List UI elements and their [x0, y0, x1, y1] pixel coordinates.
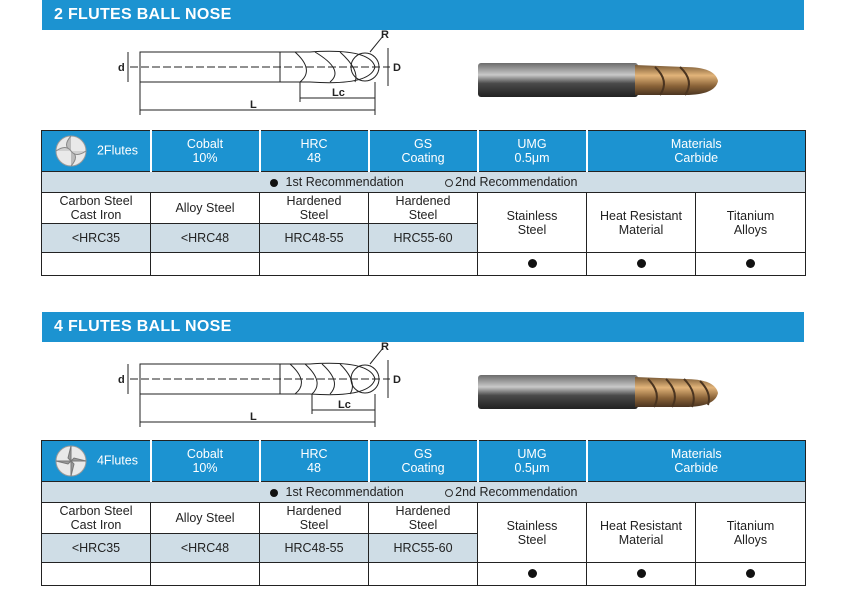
first-recommendation-dot-icon — [637, 259, 646, 268]
material-name: Hardened Steel — [369, 193, 478, 224]
dim-L-label: L — [250, 99, 257, 111]
dim-L-label: L — [250, 411, 257, 423]
first-recommendation-label: 1st Recommendation — [285, 175, 404, 189]
umg-header: UMG 0.5μm — [478, 441, 587, 482]
cobalt-header: Cobalt 10% — [151, 131, 260, 172]
first-recommendation-dot-icon — [746, 259, 755, 268]
hrc-range: <HRC48 — [151, 534, 260, 563]
hrc-range: <HRC48 — [151, 224, 260, 253]
materials-header: Materials Carbide — [587, 441, 806, 482]
tool-photo — [470, 45, 730, 115]
hrc-range: <HRC35 — [42, 534, 151, 563]
hrc-range: HRC55-60 — [369, 534, 478, 563]
section-4-flutes — [0, 312, 850, 612]
coating-header: GS Coating — [369, 441, 478, 482]
dim-Lc-label: Lc — [332, 87, 345, 99]
mark-cell — [369, 563, 478, 586]
recommendation-legend — [42, 482, 806, 503]
tool-dimension-drawing — [100, 30, 420, 120]
mark-cell — [369, 253, 478, 276]
2-flute-cross-section-icon — [54, 134, 88, 168]
material-name: Alloy Steel — [151, 503, 260, 534]
mark-cell — [587, 563, 696, 586]
first-recommendation-label: 1st Recommendation — [285, 485, 404, 499]
material-name: Hardened Steel — [260, 193, 369, 224]
flutes-cell — [42, 441, 151, 482]
hrc-header: HRC 48 — [260, 441, 369, 482]
first-recommendation-dot-icon — [746, 569, 755, 578]
mark-cell — [151, 253, 260, 276]
dim-Lc-label: Lc — [338, 399, 351, 411]
mark-cell — [42, 253, 151, 276]
material-name: Stainless Steel — [478, 503, 587, 563]
hrc-header: HRC 48 — [260, 131, 369, 172]
section-2-flutes — [0, 0, 850, 300]
tool-dimension-drawing — [100, 342, 420, 432]
spec-table — [41, 440, 806, 586]
umg-header: UMG 0.5μm — [478, 131, 587, 172]
mark-cell — [151, 563, 260, 586]
mark-cell — [696, 563, 806, 586]
hrc-range: HRC55-60 — [369, 224, 478, 253]
flutes-label: 4Flutes — [96, 453, 138, 468]
first-recommendation-dot-icon — [528, 569, 537, 578]
material-name: Hardened Steel — [260, 503, 369, 534]
second-recommendation-label: 2nd Recommendation — [455, 485, 578, 499]
flutes-cell — [42, 131, 151, 172]
mark-cell — [587, 253, 696, 276]
first-recommendation-dot-icon — [270, 489, 278, 497]
recommendation-legend — [42, 172, 806, 193]
material-name: Alloy Steel — [151, 193, 260, 224]
mark-cell — [260, 563, 369, 586]
coating-header: GS Coating — [369, 131, 478, 172]
flutes-label: 2Flutes — [96, 143, 138, 158]
mark-cell — [696, 253, 806, 276]
dim-R-label: R — [381, 30, 389, 41]
first-recommendation-dot-icon — [637, 569, 646, 578]
mark-cell — [42, 563, 151, 586]
dim-d-label: d — [118, 62, 125, 74]
second-recommendation-circle-icon — [445, 179, 453, 187]
dim-R-label: R — [381, 342, 389, 353]
hrc-range: HRC48-55 — [260, 224, 369, 253]
second-recommendation-circle-icon — [445, 489, 453, 497]
mark-cell — [260, 253, 369, 276]
cobalt-header: Cobalt 10% — [151, 441, 260, 482]
material-name: Titanium Alloys — [696, 193, 806, 253]
dim-d-label: d — [118, 374, 125, 386]
dim-D-label: D — [393, 374, 401, 386]
material-name: Hardened Steel — [369, 503, 478, 534]
material-name: Titanium Alloys — [696, 503, 806, 563]
materials-header: Materials Carbide — [587, 131, 806, 172]
section-title: 4 FLUTES BALL NOSE — [42, 312, 804, 342]
material-name: Heat Resistant Material — [587, 503, 696, 563]
dim-D-label: D — [393, 62, 401, 74]
hrc-range: <HRC35 — [42, 224, 151, 253]
first-recommendation-dot-icon — [528, 259, 537, 268]
material-name: Heat Resistant Material — [587, 193, 696, 253]
mark-cell — [478, 253, 587, 276]
second-recommendation-label: 2nd Recommendation — [455, 175, 578, 189]
mark-cell — [478, 563, 587, 586]
material-name: Carbon Steel Cast Iron — [42, 193, 151, 224]
hrc-range: HRC48-55 — [260, 534, 369, 563]
section-title: 2 FLUTES BALL NOSE — [42, 0, 804, 30]
first-recommendation-dot-icon — [270, 179, 278, 187]
material-name: Carbon Steel Cast Iron — [42, 503, 151, 534]
4-flute-cross-section-icon — [54, 444, 88, 478]
material-name: Stainless Steel — [478, 193, 587, 253]
spec-table — [41, 130, 806, 276]
tool-photo — [470, 357, 730, 427]
